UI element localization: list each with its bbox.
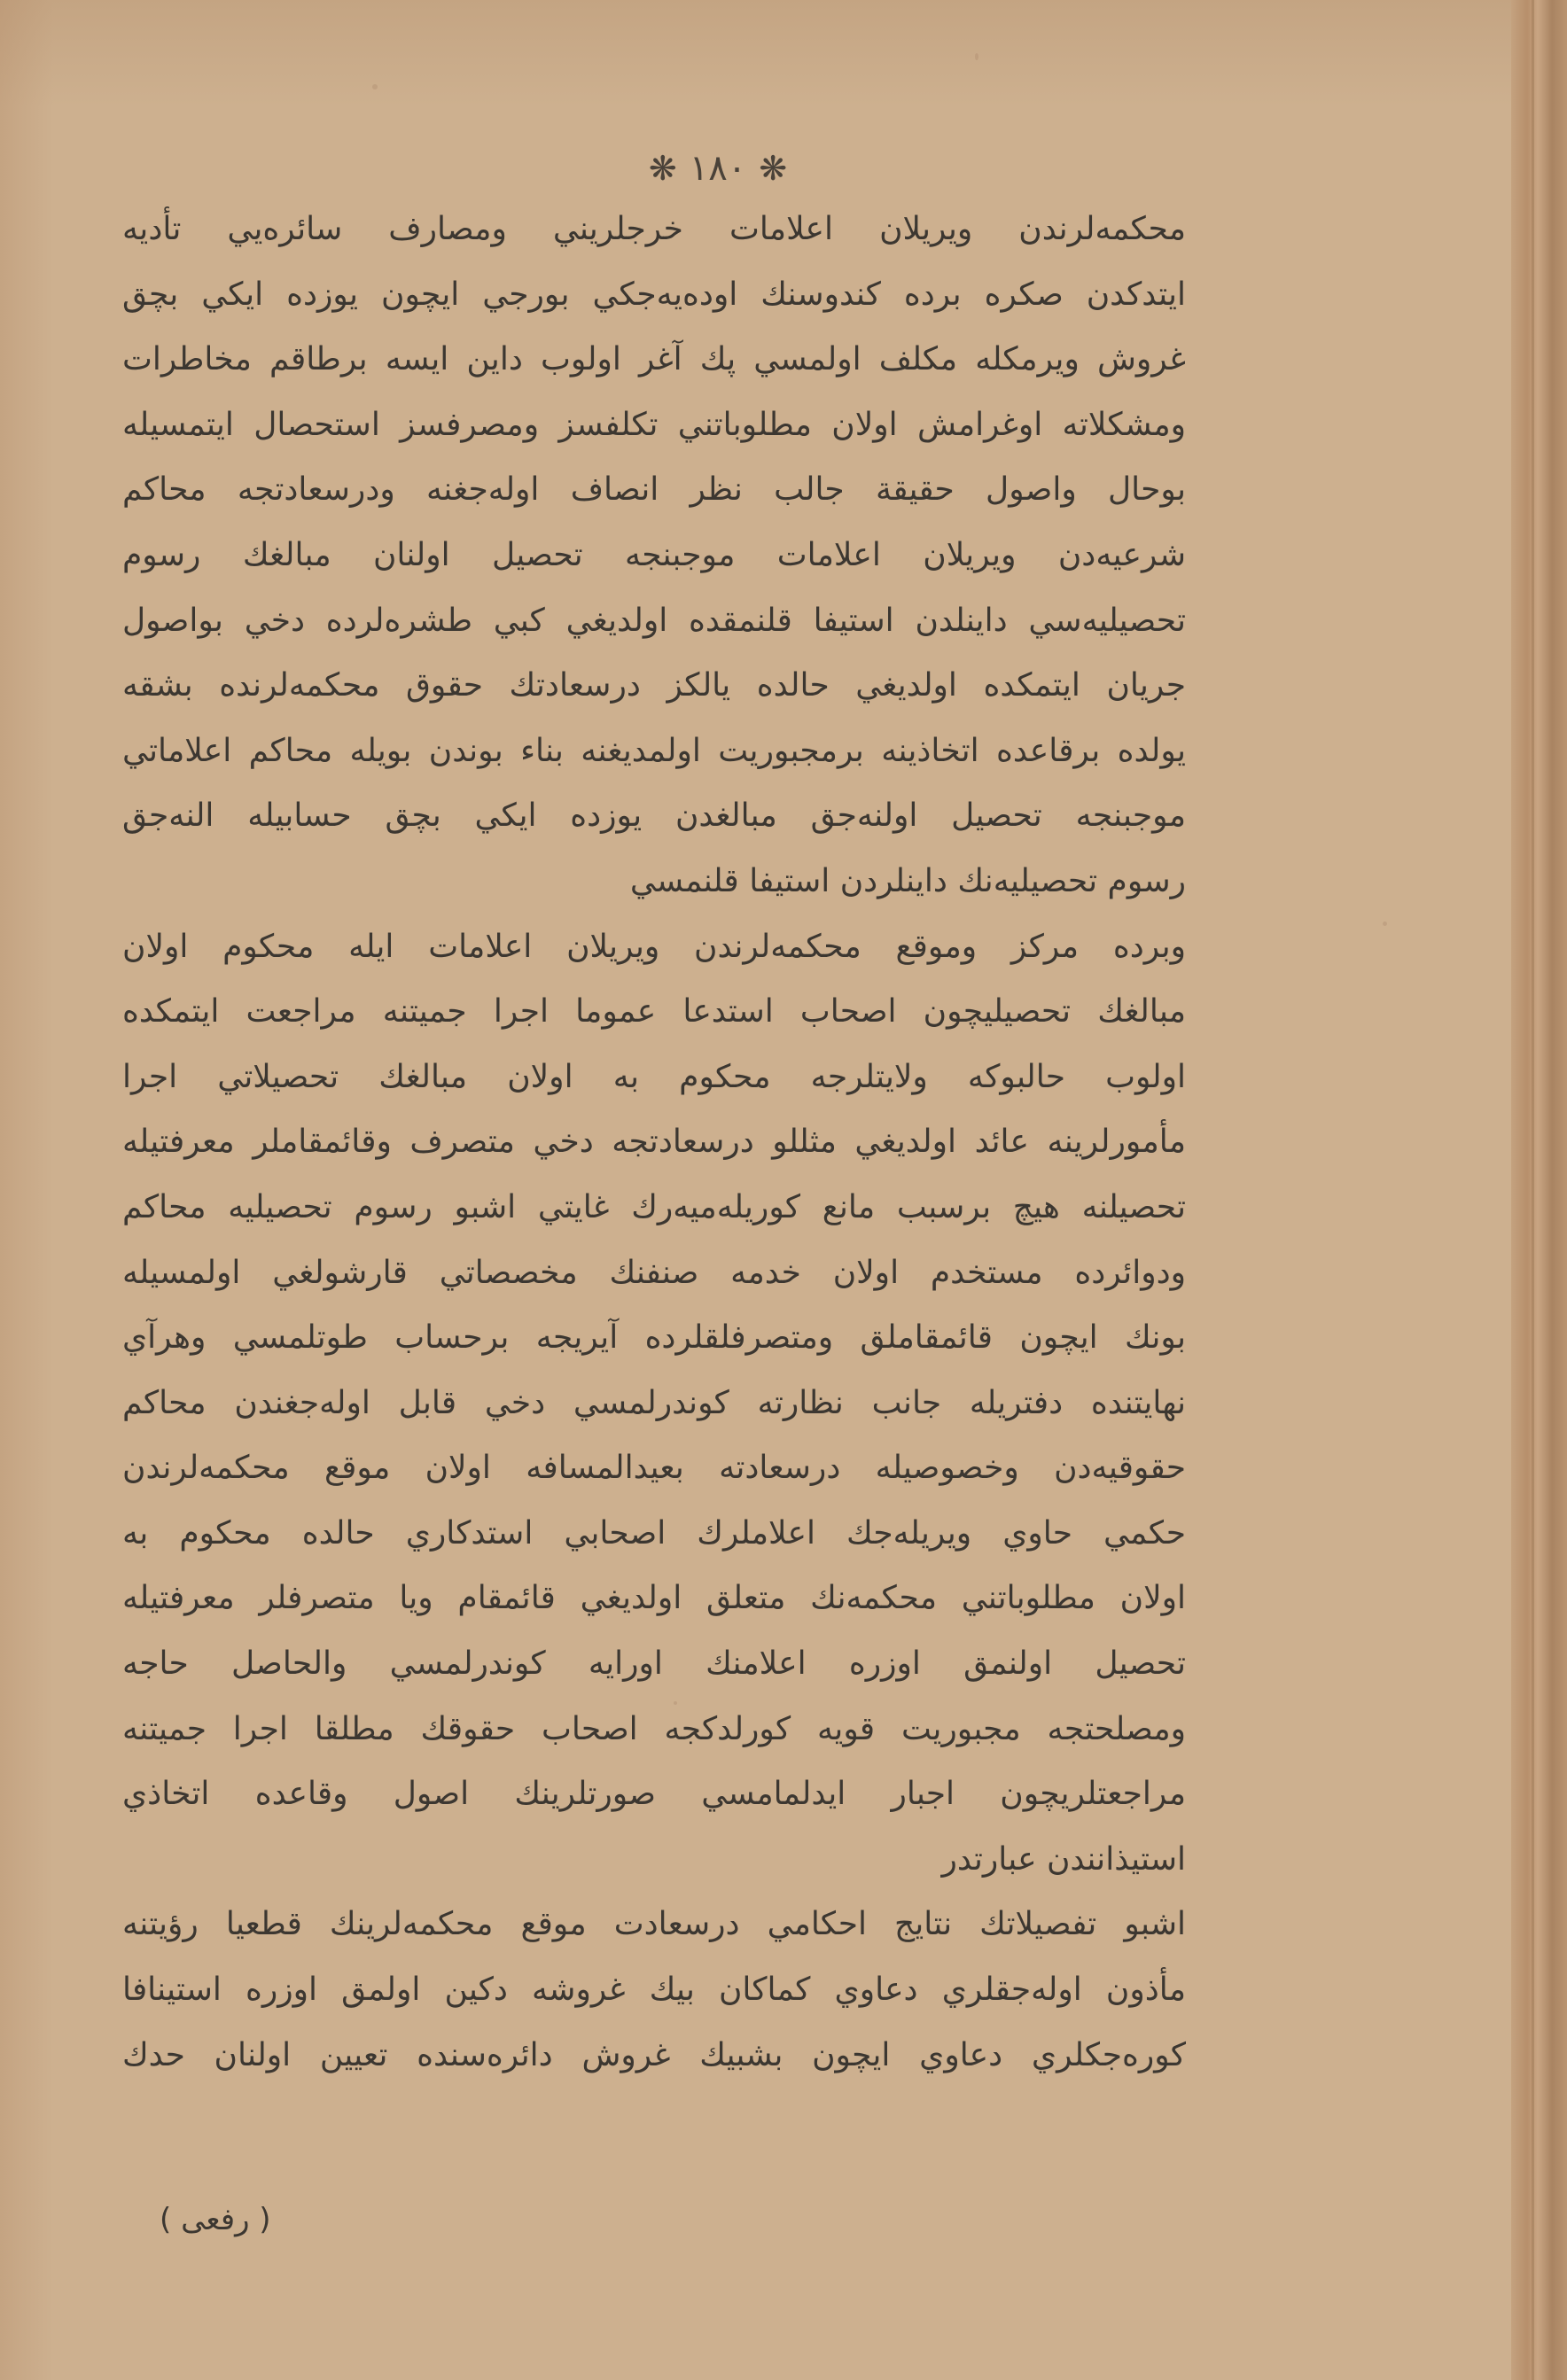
ornament-right-icon: ❋ (759, 149, 788, 188)
page-number: ١٨٠ (689, 148, 747, 189)
text-line: بونك ايچون قائمقاملق ومتصرفلقلرده آيريجه برحساب طوتلمسي وهرآي (122, 1319, 1186, 1357)
text-line: ودوائرده مستخدم اولان خدمه صنفنك مخصصاتي قارشولغي اولمسيله (122, 1254, 1186, 1291)
text-line: شرعيه‌دن ويريلان اعلامات موجبنجه تحصيل اولنان مبالغك رسوم (122, 536, 1186, 573)
text-line: وبرده مركز وموقع محكمه‌لرندن ويريلان اعلامات ايله محكوم اولان (122, 928, 1186, 965)
body-text (122, 197, 1186, 2088)
text-line: يولده برقاعده اتخاذينه برمجبوريت اولمديغنه بناء بوندن بويله محاكم اعلاماتي (122, 732, 1186, 769)
text-line: محكمه‌لرندن ويريلان اعلامات خرجلريني ومصارف سائره‌يي تأديه (122, 211, 1186, 247)
paper-speck (372, 84, 378, 89)
text-line: تحصيليه‌سي داينلدن استيفا قلنمقده اولديغي كبي طشره‌لرده دخي بواصول (122, 602, 1186, 639)
text-line: كوره‌جكلري دعاوي ايچون بشبيك غروش دائره‌سنده تعيين اولنان حدك (122, 2036, 1186, 2073)
text-line: ايتدكدن صكره برده كندوسنك اوده‌يه‌جكي بورجي ايچون يوزده ايكي بچق (122, 276, 1186, 313)
text-line: تحصيلنه هيچ برسبب مانع كوريله‌ميه‌رك غايتي اشبو رسوم تحصيليه محاكم (122, 1188, 1186, 1225)
text-line: غروش ويرمكله مكلف اولمسي پك آغر اولوب داين ايسه برطاقم مخاطرات (122, 341, 1186, 378)
text-line: رسوم تحصيليه‌نك داينلردن استيفا قلنمسي (629, 862, 1186, 899)
text-line: بوحال واصول حقيقة جالب نظر انصاف اوله‌جغنه ودرسعادتجه محاكم (122, 471, 1186, 509)
text-line: مراجعتلريچون اجبار ايدلمامسي صورتلرينك اصول وقاعده اتخاذي (122, 1776, 1186, 1813)
text-line: ومصلحتجه مجبوريت قويه كورلدكجه اصحاب حقوقك مطلقا اجرا جميتنه (122, 1710, 1186, 1747)
text-line: حكمي حاوي ويريله‌جك اعلاملرك اصحابي استدكاري حالده محكوم به (122, 1514, 1186, 1552)
paper-speck (1383, 922, 1387, 926)
ornament-left-icon: ❋ (648, 149, 677, 188)
book-binding-edge (1511, 0, 1567, 2380)
text-line: نهايتنده دفتريله جانب نظارته كوندرلمسي دخي قابل اوله‌جغندن محاكم (122, 1384, 1186, 1421)
text-line: حقوقيه‌دن وخصوصيله درسعادته بعيدالمسافه اولان موقع محكمه‌لرندن (122, 1450, 1186, 1487)
page-number-header (0, 133, 1427, 204)
text-line: تحصيل اولنمق اوزره اعلامنك اورايه كوندرلمسي والحاصل حاجه (122, 1645, 1186, 1683)
text-line: اولوب حالبوكه ولايتلرجه محكوم به اولان مبالغك تحصيلاتي اجرا (122, 1058, 1186, 1095)
text-line: موجبنجه تحصيل اولنه‌جق مبالغدن يوزده ايكي بچق حسابيله النه‌جق (122, 797, 1186, 835)
text-line: اشبو تفصيلاتك نتايج احكامي درسعادت موقع محكمه‌لرينك قطعيا رؤيتنه (122, 1906, 1186, 1943)
binding-fold-line (1532, 0, 1534, 2380)
text-line: مأذون اوله‌جقلري دعاوي كماكان بيك غروشه دكين اولمق اوزره استينافا (122, 1972, 1186, 2009)
text-line: اولان مطلوباتني محكمه‌نك متعلق اولديغي قائمقام ويا متصرفلر معرفتيله (122, 1580, 1186, 1617)
text-line: جريان ايتمكده اولديغي حالده يالكز درسعادتك حقوق محكمه‌لرنده بشقه (122, 667, 1186, 704)
catchword: ( رفعى ) (160, 2202, 271, 2237)
text-line: مبالغك تحصيليچون اصحاب استدعا عموما اجرا جميتنه مراجعت ايتمكده (122, 993, 1186, 1031)
paper-speck (975, 53, 978, 60)
text-line: استيذانندن عبارتدر (941, 1840, 1186, 1878)
text-line: ومشكلاته اوغرامش اولان مطلوباتني تكلفسز ومصرفسز استحصال ايتمسيله (122, 406, 1186, 443)
text-line: مأمورلرينه عائد اولديغي مثللو درسعادتجه دخي متصرف وقائمقاملر معرفتيله (122, 1124, 1186, 1161)
